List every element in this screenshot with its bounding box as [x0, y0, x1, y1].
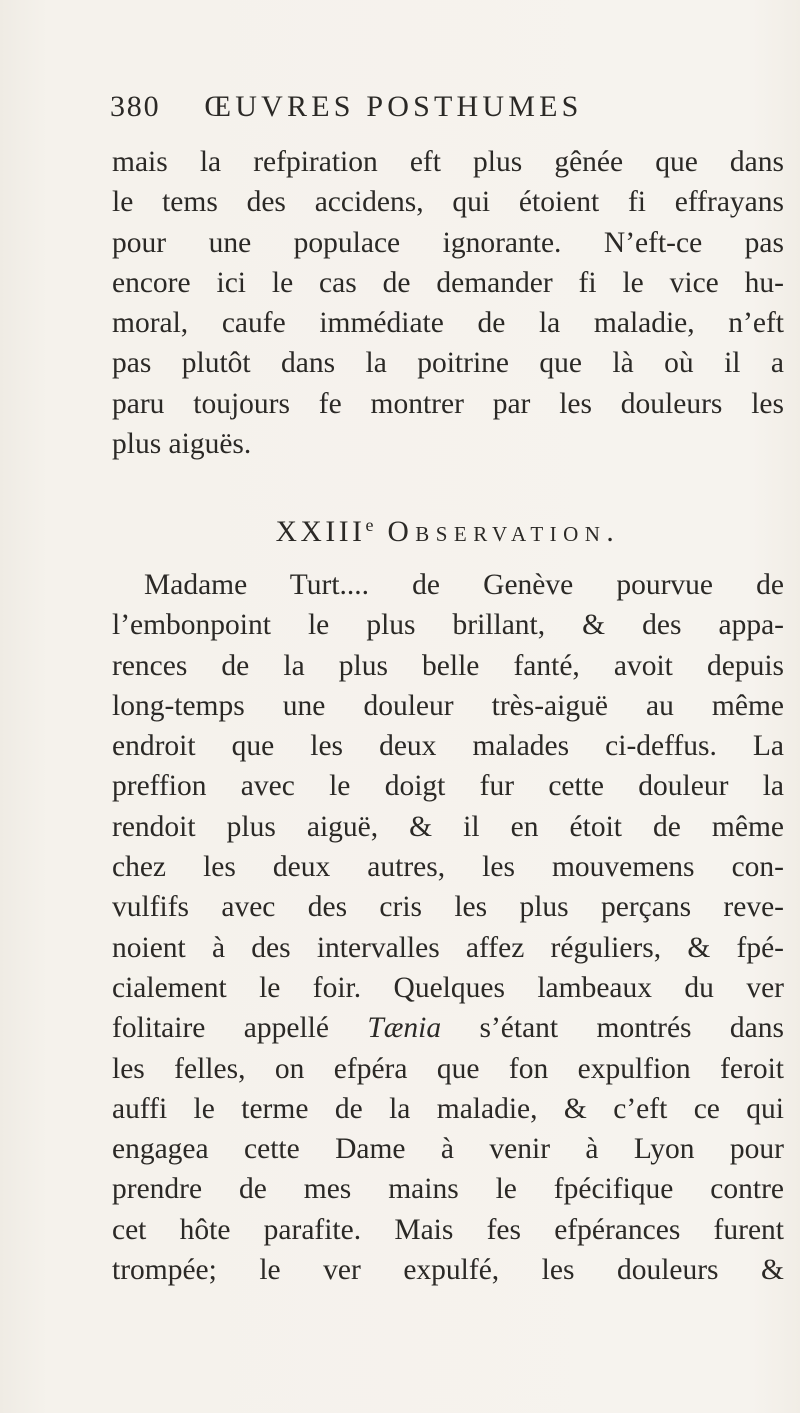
text-line: pour une populace ignorante. N’eft-ce pas [112, 226, 784, 259]
text-line: paru toujours fe montrer par les douleurs les [112, 387, 784, 420]
running-title: ŒUVRES POSTHUMES [204, 90, 583, 123]
text-line: plus aiguës. [112, 428, 252, 461]
observation-heading [112, 503, 784, 547]
text-line: trompée; le ver expulfé, les douleurs & [112, 1254, 784, 1287]
text-line: l’embonpoint le plus brillant, & des appa- [112, 609, 784, 642]
text-line: encore ici le cas de demander fi le vice hu- [112, 266, 784, 299]
text-line: cialement le foir. Quelques lambeaux du ver [112, 971, 784, 1004]
page-number: 380 [110, 90, 161, 123]
text-line: moral, caufe immédiate de la maladie, n’eft [112, 307, 784, 340]
text-line: prendre de mes mains le fpécifique contre [112, 1173, 784, 1206]
paragraph-previous-continued [112, 142, 784, 464]
observation-numeral: XXIII [275, 516, 366, 548]
text-line: preffion avec le doigt fur cette douleur la [112, 770, 784, 803]
text-line: long-temps une douleur très-aiguë au même [112, 689, 784, 722]
text-line: auffi le terme de la maladie, & c’eft ce qui [112, 1092, 784, 1125]
text-line: cet hôte parafite. Mais fes efpérances furent [112, 1213, 784, 1246]
text-line: Madame Turt.... de Genève pourvue de [144, 569, 784, 601]
observation-title: Observation. [387, 516, 621, 548]
text-line: les felles, on efpéra que fon expulfion feroit [112, 1052, 784, 1085]
text-line: noient à des intervalles affez réguliers, & fpé- [112, 931, 784, 964]
italic-term: Tænia [367, 1012, 442, 1045]
text-line: le tems des accidens, qui étoient fi effrayans [112, 186, 784, 219]
paragraph-observation-body [112, 565, 784, 1290]
text-line: mais la refpiration eft plus gênée que dans [112, 146, 784, 178]
text-line: endroit que les deux malades ci-deffus. La [112, 730, 784, 763]
text-line: chez les deux autres, les mouvemens con- [112, 851, 784, 884]
observation-numeral-superscript: e [365, 515, 374, 535]
text-line: pas plutôt dans la poitrine que là où il a [112, 347, 784, 380]
text-line: vulfifs avec des cris les plus perçans reve- [112, 891, 784, 924]
page-header [110, 90, 690, 134]
text-line: engagea cette Dame à venir à Lyon pour [112, 1133, 784, 1166]
text-line: rendoit plus aiguë, & il en étoit de même [112, 810, 784, 843]
text-line: folitaire appellé Tænia s’étant montrés dans [112, 1012, 784, 1045]
text-line: rences de la plus belle fanté, avoit depuis [112, 649, 784, 682]
